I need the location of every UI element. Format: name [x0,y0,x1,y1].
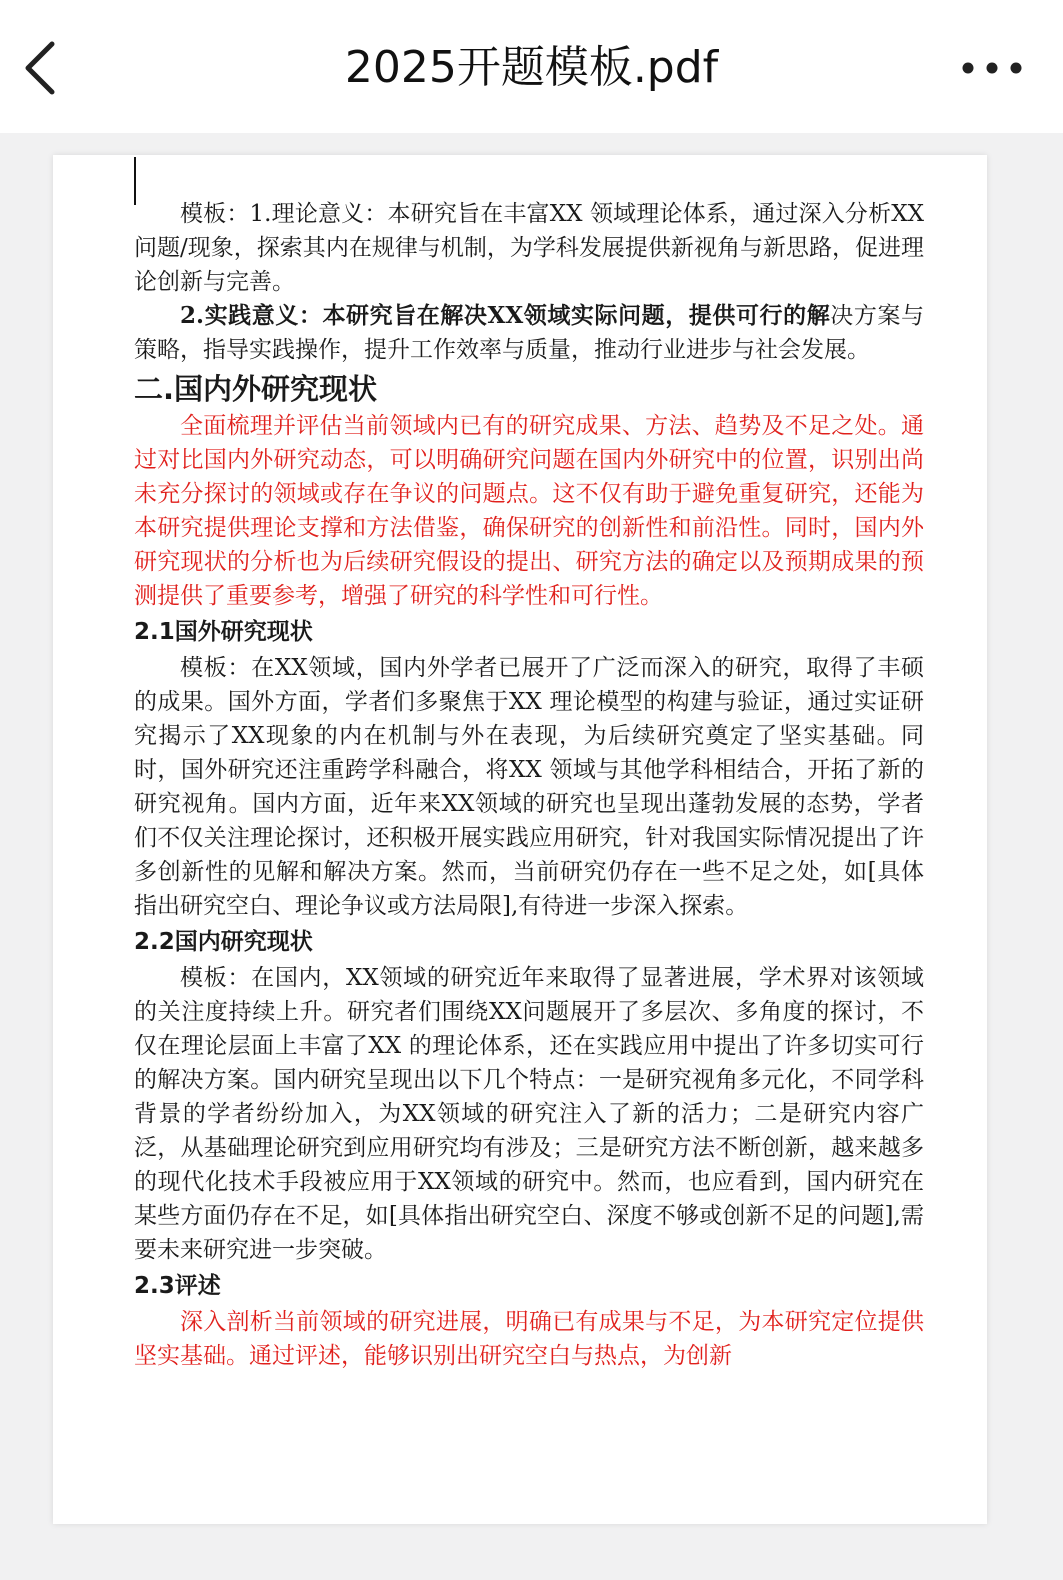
foreign-research-paragraph: 模板：在XX领域，国内外学者已展开了广泛而深入的研究，取得了丰硕的成果。国外方面，学者们多聚焦于XX 理论模型的构建与验证，通过实证研究揭示了XX现象的内在机制与外在表现，为后续研究奠定了坚实基础。同时，国外研究还注重跨学科融合，将XX 领域与其他学科相结合，开拓了新的研究视角。国内方面，近年来XX领域的研究也呈现出蓬勃发展的态势，学者们不仅关注理论探讨，还积极开展实践应用研究，针对我国实际情况提出了许多创新性的见解和解决方案。然而，当前研究仍存在一些不足之处，如[具体指出研究空白、理论争议或方法局限],有待进一步深入探索。 [134,655,924,919]
domestic-research-paragraph: 模板：在国内，XX领域的研究近年来取得了显著进展，学术界对该领域的关注度持续上升。研究者们围绕XX问题展开了多层次、多角度的探讨，不仅在理论层面上丰富了XX 的理论体系，还在实践应用中提出了许多切实可行的解决方案。国内研究呈现出以下几个特点：一是研究视角多元化，不同学科背景的学者纷纷加入，为XX领域的研究注入了新的活力；二是研究内容广泛，从基础理论研究到应用研究均有涉及；三是研究方法不断创新，越来越多的现代化技术手段被应用于XX领域的研究中。然而，也应看到，国内研究在某些方面仍存在不足，如[具体指出研究空白、深度不够或创新不足的问题],需要未来研究进一步突破。 [134,965,924,1263]
section-heading-2: 二.国内外研究现状 [134,372,378,406]
top-navigation-bar [0,0,1063,133]
practice-significance-lead: 2.实践意义：本研究旨在解决XX领域实际问题，提供可行的解 [180,302,831,329]
subsection-heading-2-1: 2.1国外研究现状 [134,619,313,645]
more-horizontal-icon [956,48,1028,88]
subsection-heading-2-3: 2.3评述 [134,1273,221,1299]
pdf-page[interactable] [53,155,987,1524]
practice-significance-rest: 决方案与策略，指导实践操作，提升工作效率与质量，推动行业进步与社会发展。 [134,303,925,363]
section-intro-red: 全面梳理并评估当前领域内已有的研究成果、方法、趋势及不足之处。通过对比国内外研究动态，可以明确研究问题在国内外研究中的位置，识别出尚未充分探讨的领域或存在争议的问题点。这不仅有助于避免重复研究，还能为本研究提供理论支撑和方法借鉴，确保研究的创新性和前沿性。同时，国内外研究现状的分析也为后续研究假设的提出、研究方法的确定以及预期成果的预测提供了重要参考，增强了研究的科学性和可行性。 [134,413,924,609]
chevron-left-icon [18,36,66,100]
subsection-heading-2-2: 2.2国内研究现状 [134,929,313,955]
document-title: 2025开题模板.pdf [344,42,719,93]
back-button[interactable] [18,36,66,100]
theory-significance-paragraph: 模板：1.理论意义：本研究旨在丰富XX 领域理论体系，通过深入分析XX问题/现象，探索其内在规律与机制，为学科发展提供新视角与新思路，促进理论创新与完善。 [134,201,924,295]
page-content [134,197,924,1373]
practice-significance-paragraph [134,299,924,367]
review-paragraph-red: 深入剖析当前领域的研究进展，明确已有成果与不足，为本研究定位提供坚实基础。通过评述，能够识别出研究空白与热点，为创新 [134,1309,924,1369]
more-options-button[interactable] [956,48,1028,88]
